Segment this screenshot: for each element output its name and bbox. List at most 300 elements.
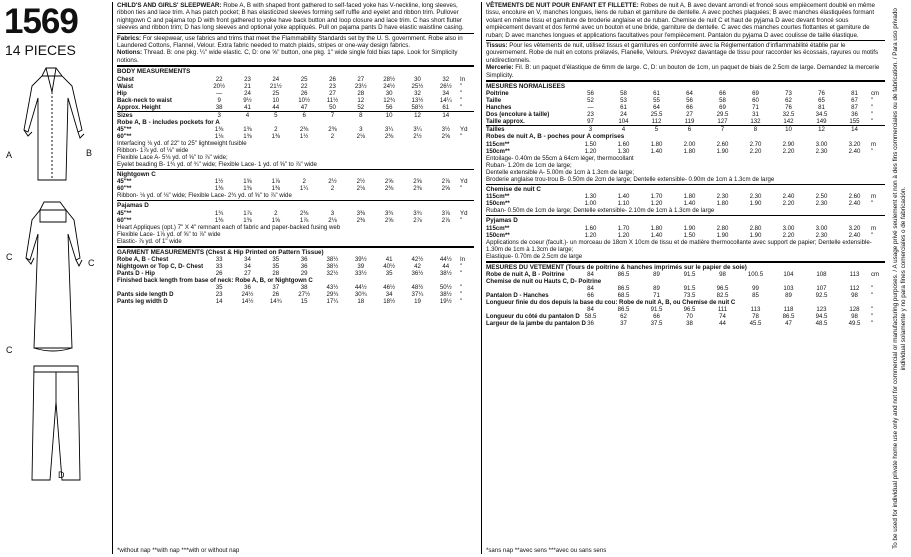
table-cell: 24½: [383, 82, 396, 90]
table-cell: 113: [750, 306, 761, 314]
table-cell: 99: [752, 285, 759, 293]
unit-cell: ": [871, 320, 874, 328]
french-column: [481, 2, 885, 554]
table-cell: 2⅜: [299, 209, 309, 217]
table-cell: 100.5: [747, 271, 764, 279]
table-cell: 2.20: [749, 147, 762, 155]
table-cell: 26: [300, 89, 308, 97]
table-cell: 58.5: [584, 313, 597, 321]
table-cell: 107: [816, 285, 827, 293]
table-cell: 61: [620, 104, 627, 112]
table-cell: 38½: [439, 270, 452, 278]
table-cell: 2.30: [815, 200, 828, 208]
table-row: [117, 256, 474, 263]
table-cell: 23: [215, 291, 223, 299]
unit-cell: ": [871, 97, 874, 105]
table-cell: 29: [300, 270, 308, 278]
table-cell: 36: [244, 284, 251, 292]
table-cell: 2⅝: [384, 216, 394, 224]
table-cell: 24: [272, 75, 280, 83]
table-cell: 1⅜: [243, 126, 252, 134]
table-cell: 142: [783, 118, 794, 126]
row-label: 60"**: [117, 185, 132, 193]
robe-a-b-illustration: [8, 62, 98, 197]
pajamas-d-heading-en: Pajamas D: [117, 202, 149, 210]
table-cell: 1½: [214, 178, 224, 186]
table-row: [117, 270, 474, 277]
table-cell: 14¾: [269, 298, 282, 306]
table-cell: 1⅝: [243, 178, 252, 186]
table-cell: 2⅛: [356, 185, 366, 193]
table-cell: 2⅜: [384, 185, 394, 193]
table-cell: 19: [414, 298, 421, 306]
table-cell: 3.20: [848, 224, 861, 232]
table-cell: 30¾: [354, 291, 367, 299]
table-cell: 38½: [326, 263, 339, 271]
table-cell: 155: [849, 118, 860, 126]
table-cell: 2.20: [782, 147, 795, 155]
size-cell: 14: [838, 126, 871, 134]
sizes-label: Tailles: [486, 126, 574, 134]
table-cell: 1.40: [617, 193, 630, 201]
table-cell: 21½: [269, 82, 282, 90]
row-label: 150cm**: [486, 231, 510, 239]
table-cell: 43½: [326, 284, 339, 292]
table-cell: 1¼: [299, 185, 309, 193]
table-cell: 112: [849, 285, 860, 293]
table-cell: 58½: [411, 103, 424, 111]
table-cell: 11½: [326, 96, 339, 104]
robe-ab-table-en: [117, 126, 474, 140]
size-cell: 6: [290, 111, 318, 119]
table-cell: 32: [442, 75, 450, 83]
table-cell: —: [216, 89, 223, 97]
table-cell: 10: [272, 96, 280, 104]
table-cell: 31: [752, 111, 759, 119]
size-cell: 8: [347, 111, 375, 119]
table-cell: 3½: [441, 126, 451, 134]
table-cell: 33: [215, 256, 223, 264]
table-cell: 98: [851, 313, 858, 321]
table-cell: 86.5: [782, 313, 795, 321]
nightgown-c-table-en: [117, 178, 474, 192]
garment-measurements-heading-fr: MESURES DU VETEMENT (Tours de poitrine & hanches imprimés sur le papier de soie): [486, 263, 747, 271]
table-cell: 40½: [383, 263, 396, 271]
unit-cell: ": [460, 103, 463, 111]
table-cell: 89: [785, 292, 792, 300]
table-cell: 34: [244, 263, 251, 271]
size-cell: 5: [262, 111, 290, 119]
table-cell: 17¼: [326, 298, 339, 306]
size-cell: 5: [640, 126, 673, 134]
table-cell: 1.20: [584, 147, 597, 155]
table-cell: 37: [272, 284, 280, 292]
table-cell: 2: [302, 178, 306, 186]
table-cell: 149: [816, 118, 827, 126]
table-cell: 2: [330, 185, 335, 193]
row-label: Waist: [117, 82, 134, 90]
nightgown-c-illustration: [10, 198, 98, 358]
nightgown-c-notes-en: [117, 192, 474, 199]
unit-cell: ": [871, 104, 874, 112]
table-cell: 34: [442, 89, 450, 97]
table-cell: 35: [385, 270, 393, 278]
table-cell: 38½: [326, 256, 339, 264]
sizes-row: [486, 126, 885, 134]
table-cell: 64: [653, 104, 660, 112]
footnote-fr: *sans nap **avec sens ***avec ou sans sens: [486, 547, 607, 554]
table-cell: 26: [215, 270, 223, 278]
table-cell: 9½: [243, 96, 252, 104]
table-cell: 2.90: [782, 140, 795, 148]
row-label: Pants side length D: [117, 291, 174, 299]
table-cell: 55: [653, 97, 660, 105]
row-label: 115cm**: [486, 193, 510, 201]
table-cell: 2: [274, 209, 278, 217]
table-row: [117, 291, 474, 298]
table-row: [486, 90, 885, 97]
unit-cell: Yd: [460, 209, 468, 217]
table-cell: 61: [442, 103, 450, 111]
table-cell: 2⅜: [413, 185, 422, 193]
row-label: 115cm**: [486, 224, 510, 232]
table-row: [486, 97, 885, 104]
table-cell: 37¼: [411, 291, 424, 299]
table-cell: 1.70: [650, 193, 663, 201]
table-cell: 1.80: [683, 147, 696, 155]
table-cell: 25: [272, 89, 280, 97]
description-fr-text: Robes de nuit A, B avec devant arrondi et froncé sous empiècement doublé en même tissu, encolure en V, manches longues, liens de ruban et garniture de dentelle. A avec poches plaquées; B avec manches élastiquées formant volant en même tissu et garniture de broderie anglaise et de ruban. Chemise de nuit C et haut de pyjama D avec devant froncé sous empiècement devant et dos fermé avec un bouton et une bride, garniture de dentelle. C avec des manches courtes flottantes et garniture de ruban; D avec manches longues et applications facultatives pour l'empiècement. Pantalon du pyjama D avec coulisse de taille élastique.: [486, 2, 875, 39]
table-cell: 71: [653, 292, 660, 300]
table-cell: 2⅛: [356, 133, 366, 141]
table-cell: 2.30: [815, 231, 828, 239]
table-cell: 14¼: [439, 96, 452, 104]
table-cell: 2⅛: [328, 216, 337, 224]
pajamas-d-heading-fr: Pyjamas D: [486, 217, 518, 225]
table-cell: 30: [414, 75, 421, 83]
table-cell: 29¾: [326, 291, 339, 299]
table-cell: 1.90: [716, 147, 729, 155]
notions-en: Notions: Thread. B: one pkg. ¼" wide elastic. C, D: one ⅝" button, one pkg. 1" wide single fold bias tape. Look for Simplicity notions.: [117, 49, 458, 64]
table-cell: 34.5: [815, 111, 828, 119]
table-cell: 3¼: [384, 126, 394, 134]
table-cell: 73.5: [683, 292, 696, 300]
pajamas-d-table-fr: [486, 225, 885, 239]
view-label-c-right: C: [88, 258, 95, 268]
table-cell: 2.50: [815, 193, 828, 201]
table-cell: 1⅝: [271, 216, 281, 224]
row-label: Pants D - Hip: [117, 270, 155, 278]
table-cell: 64: [686, 90, 693, 98]
table-cell: 98: [851, 292, 858, 300]
view-label-c-bottom: C: [6, 345, 13, 355]
table-cell: 2.60: [848, 193, 861, 201]
table-cell: 3¾: [413, 209, 422, 217]
row-label: 60"**: [117, 216, 132, 224]
table-cell: 1⅜: [271, 185, 281, 193]
table-cell: 36: [587, 320, 594, 328]
unit-cell: m: [871, 140, 877, 148]
garment-measurements-table-fr: [486, 271, 885, 327]
table-cell: 1⅞: [243, 209, 252, 217]
table-cell: 1⅜: [271, 133, 281, 141]
sizes-label: Sizes: [117, 111, 205, 119]
table-cell: 18: [357, 298, 365, 306]
unit-cell: In: [460, 256, 466, 264]
robe-ab-heading-fr: Robes de nuit A, B - poches pour A comprises: [486, 133, 625, 141]
row-label: Finished back length from base of neck: Robe A, B, or Nightgown C: [117, 277, 313, 285]
size-cell: 7: [318, 111, 346, 119]
table-cell: 86.5: [617, 306, 630, 314]
footnote-en: *without nap **with nap ***with or without nap: [117, 547, 240, 554]
unit-cell: ": [460, 133, 463, 141]
title-fr: VÊTEMENTS DE NUIT POUR ENFANT ET FILLETTE:: [486, 2, 639, 9]
table-cell: 1.40: [650, 147, 663, 155]
table-row: [486, 200, 885, 207]
unit-cell: ": [871, 147, 874, 155]
table-cell: 27½: [298, 291, 311, 299]
table-row: [117, 97, 474, 104]
table-cell: 28: [272, 270, 280, 278]
table-cell: 23: [329, 82, 336, 90]
table-cell: 35: [272, 263, 280, 271]
material-note: Elastic- ⅞ yd. of 1" wide: [117, 237, 182, 245]
piece-count: 14 PIECES: [5, 42, 76, 58]
table-cell: 71: [752, 104, 759, 112]
table-cell: 74: [719, 313, 726, 321]
table-row: [117, 217, 474, 224]
row-label: Approx. Height: [117, 103, 161, 111]
table-cell: 45.5: [749, 320, 762, 328]
table-cell: 2⅝: [441, 185, 451, 193]
row-label: Chemise de nuit ou Hauts C, D- Poitrine: [486, 278, 602, 286]
unit-cell: ": [460, 298, 463, 306]
material-note: Broderie anglaise trou-trou B- 0.50m de 2cm de large; Dentelle extensible- 0.90m de 1cm à 1.3cm de large: [486, 175, 775, 183]
table-row: [117, 178, 474, 185]
table-cell: 1.80: [683, 193, 696, 201]
row-label: Pants leg width D: [117, 298, 168, 306]
unit-cell: ": [460, 263, 463, 271]
table-cell: 1.80: [716, 200, 729, 208]
material-note: Eyelet beading B- 1¾ yd. of ¾" wide; Flexible Lace- 1 yd. of ⅝" to ⅞" wide: [117, 161, 317, 169]
table-cell: 2⅜: [384, 133, 394, 141]
unit-cell: ": [871, 231, 874, 239]
english-column: [112, 2, 474, 554]
unit-cell: ": [871, 306, 874, 314]
unit-cell: ": [460, 82, 463, 90]
row-label: Robe A, B - Chest: [117, 256, 169, 264]
row-label: [486, 306, 574, 313]
table-cell: 22: [215, 75, 223, 83]
view-label-b: B: [86, 148, 93, 158]
table-cell: 23½: [354, 82, 367, 90]
table-cell: 76: [818, 90, 825, 98]
row-label: 45"**: [117, 209, 132, 217]
table-cell: 2⅝: [384, 178, 394, 186]
table-cell: 27: [329, 89, 336, 97]
usage-disclaimer: [890, 0, 909, 557]
table-cell: 2: [274, 126, 278, 134]
unit-cell: [871, 126, 885, 134]
table-cell: 76: [785, 104, 792, 112]
table-cell: 52: [587, 97, 594, 105]
table-cell: 25.5: [650, 111, 663, 119]
table-cell: 32½: [326, 270, 339, 278]
table-cell: 13½: [411, 96, 424, 104]
table-cell: 47: [300, 103, 308, 111]
table-cell: 2.40: [848, 231, 861, 239]
title-en: CHILD'S AND GIRLS' SLEEPWEAR:: [117, 2, 222, 9]
table-row: [117, 90, 474, 97]
body-measurements-table-en: [117, 76, 474, 119]
pajama-pants-d-illustration: [26, 362, 86, 487]
table-cell: 127: [717, 118, 728, 126]
table-cell: 37: [620, 320, 627, 328]
table-cell: 14½: [241, 298, 254, 306]
table-cell: 86.5: [617, 285, 630, 293]
table-cell: 44½: [354, 284, 367, 292]
table-cell: 96.5: [716, 285, 729, 293]
table-cell: 28: [357, 89, 365, 97]
unit-cell: Yd: [460, 178, 468, 186]
table-cell: 2⅝: [413, 178, 422, 186]
table-cell: 32.5: [782, 111, 795, 119]
fabrics-en: Fabrics: For sleepwear, use fabrics and trims that meet the Flammability Standards set by the U. S. government. Robe also in Laundered Cottons, Flannel, Velour. Extra fabric needed to match plaids, stripes or one-way design fabrics.: [117, 34, 463, 50]
unit-cell: ": [460, 89, 463, 97]
row-label: Poitrine: [486, 90, 509, 98]
view-label-c-top: C: [6, 252, 13, 262]
size-cell: 6: [673, 126, 706, 134]
table-cell: 39½: [354, 256, 367, 264]
table-cell: 3⅜: [356, 209, 366, 217]
table-cell: 2⅜: [328, 126, 337, 134]
table-cell: 91.5: [683, 271, 696, 279]
table-cell: 85: [752, 292, 759, 300]
table-cell: 1.50: [584, 140, 597, 148]
unit-cell: ": [871, 292, 874, 300]
table-cell: 27: [686, 111, 693, 119]
table-cell: 68.5: [617, 292, 630, 300]
table-cell: 65: [818, 97, 825, 105]
table-cell: 113: [849, 271, 860, 279]
row-label: Back-neck to waist: [117, 96, 172, 104]
table-row: [486, 292, 885, 299]
table-cell: 67: [851, 97, 858, 105]
table-cell: 2½: [328, 178, 337, 186]
table-cell: 1.20: [617, 231, 630, 239]
table-cell: 2.70: [749, 140, 762, 148]
table-cell: 1⅞: [271, 178, 281, 186]
table-cell: 44½: [439, 256, 452, 264]
row-label: 150cm**: [486, 200, 510, 208]
table-cell: 112: [651, 118, 662, 126]
notions-fr: Mercerie: Fil. B: un paquet d'élastique de 6mm de large. C, D: un bouton de 1cm, un paquet de biais de 2.5cm de large. Demandez la mercerie Simplicity.: [486, 64, 880, 79]
unit-cell: ": [871, 200, 874, 208]
view-label-d: D: [58, 470, 65, 480]
table-cell: 3⅞: [441, 209, 451, 217]
table-cell: 2⅜: [356, 216, 366, 224]
table-cell: 14: [215, 298, 223, 306]
garment-measurements-table-en: [117, 256, 474, 305]
table-cell: 23: [244, 75, 251, 83]
table-cell: 82.5: [716, 292, 729, 300]
table-cell: 2.20: [782, 200, 795, 208]
table-cell: 118: [783, 306, 794, 314]
unit-cell: cm: [871, 271, 880, 279]
table-cell: 103: [783, 285, 794, 293]
body-measurements-table-fr: [486, 90, 885, 133]
table-cell: 15: [300, 298, 308, 306]
table-cell: 23: [587, 111, 594, 119]
row-label: Hanches: [486, 104, 512, 112]
unit-cell: cm: [871, 90, 880, 98]
table-cell: 53: [620, 97, 627, 105]
table-cell: 1.90: [716, 231, 729, 239]
table-cell: 1.20: [650, 200, 663, 208]
table-cell: 84: [587, 306, 594, 314]
usage-disclaimer-text: To be used for individual private home use only and not for commercial or manufacturing purposes. / A usage privé seulement et non à des fins commerciales ou de fabrication. / Para uso privado individual solamente y no para fines comerciales o de fabricación.: [892, 8, 907, 549]
material-note: Ribbon- 1⅞ yd. of ⅛" wide: [117, 147, 189, 155]
table-cell: 56: [385, 103, 393, 111]
unit-cell: ": [871, 118, 874, 126]
table-cell: 42: [414, 263, 421, 271]
table-cell: 9: [217, 96, 221, 104]
table-cell: 1.20: [584, 231, 597, 239]
table-cell: 56: [686, 97, 693, 105]
size-cell: 7: [706, 126, 739, 134]
table-cell: 132: [750, 118, 761, 126]
table-cell: 38: [300, 284, 308, 292]
table-cell: 33½: [354, 270, 367, 278]
table-cell: 41: [244, 103, 251, 111]
table-cell: 58: [719, 97, 726, 105]
robe-ab-notes-en: [117, 140, 474, 168]
table-cell: 3: [359, 126, 363, 134]
table-row: [486, 225, 885, 232]
unit-cell: ": [871, 313, 874, 321]
table-cell: 29.5: [716, 111, 729, 119]
unit-cell: m: [871, 193, 877, 201]
table-cell: 19½: [439, 298, 452, 306]
row-label: Pantalon D - Hanches: [486, 292, 549, 300]
table-row: [117, 126, 474, 133]
table-cell: 32: [414, 89, 421, 97]
table-cell: 86.5: [617, 271, 630, 279]
table-cell: 20½: [213, 82, 226, 90]
table-row: [486, 320, 885, 327]
table-cell: 1.60: [617, 140, 630, 148]
unit-cell: ": [871, 285, 874, 293]
table-cell: 81: [851, 90, 858, 98]
pajamas-d-table-en: [117, 210, 474, 224]
table-cell: 78: [752, 313, 759, 321]
table-cell: 2.30: [815, 147, 828, 155]
table-cell: 28½: [383, 75, 396, 83]
table-row: [486, 104, 885, 111]
row-label: Taille approx.: [486, 118, 525, 126]
table-cell: 3¾: [384, 209, 394, 217]
table-cell: 2.20: [782, 231, 795, 239]
table-cell: 104: [618, 118, 629, 126]
table-cell: 38½: [439, 291, 452, 299]
table-cell: 56: [587, 90, 594, 98]
table-cell: 3: [330, 209, 335, 217]
table-cell: 21: [244, 82, 251, 90]
table-cell: 2⅞: [441, 178, 451, 186]
size-cell: 10: [772, 126, 805, 134]
sizes-row: [117, 111, 474, 119]
table-cell: 1.50: [683, 231, 696, 239]
